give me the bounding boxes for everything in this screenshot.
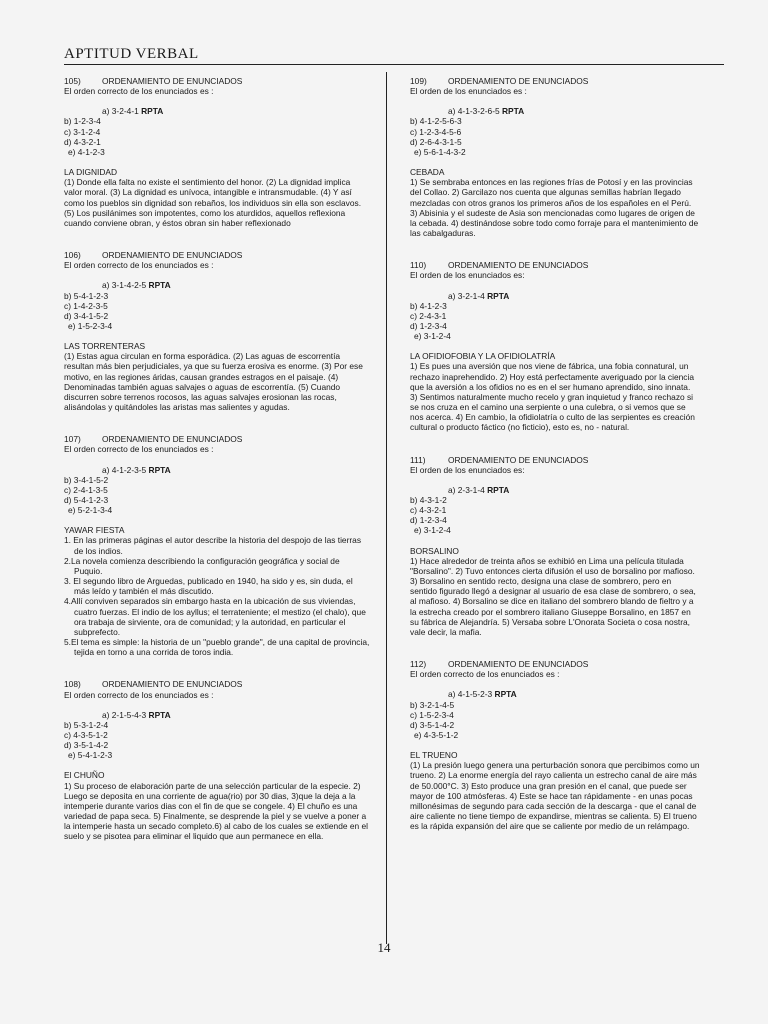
rpta-label: RPTA bbox=[487, 484, 510, 495]
answer-option: c) 1-4-2-3-5 bbox=[64, 300, 108, 311]
answer-option: e) 5-4-1-2-3 bbox=[68, 750, 113, 761]
page-header bbox=[64, 46, 724, 65]
answer-option: d) 1-2-3-4 bbox=[410, 320, 447, 331]
page-number: 14 bbox=[377, 940, 391, 955]
statement-item: 2.La novela comienza describiendo la configuración geográfica y social de Puquio. bbox=[64, 555, 340, 576]
answer-option: d) 3-5-1-4-2 bbox=[64, 740, 109, 751]
right-column bbox=[410, 76, 700, 831]
question-number: 105) bbox=[64, 76, 81, 86]
topic-title: CEBADA bbox=[410, 167, 445, 178]
correct-answer bbox=[410, 106, 700, 116]
answer-option: c) 4-3-2-1 bbox=[410, 505, 447, 516]
answer-option: b) 4-1-2-3 bbox=[410, 300, 447, 311]
statement-text: (1) La presión luego genera una perturbación sonora que percibimos como un trueno. 2) La enorme energía del rayo calienta un estrecho canal de aire más de 50.000°C. 3) Esto produce una gran presión en el canal, que puede ser mayor de 100 atmósferas. 4) Este se hace tan rápidamente - en unas pocas millonésimas de segundo para cada sección de la descarga - que el canal de aire caliente no tiene tiempo de expandirse, mientras se calienta. 5) El trueno es la rápida expansión del aire que se caliente por medio de un relámpago. bbox=[410, 760, 700, 832]
topic-title: LAS TORRENTERAS bbox=[64, 341, 146, 352]
answer-value: a) 4-1-5-2-3 bbox=[448, 689, 493, 700]
question-block bbox=[410, 659, 700, 831]
question-heading bbox=[64, 250, 370, 260]
answer-option: c) 2-4-3-1 bbox=[410, 310, 447, 321]
topic-title: El CHUÑO bbox=[64, 770, 105, 781]
answer-option: e) 5-6-1-4-3-2 bbox=[414, 146, 466, 157]
question-prompt: El orden correcto de los enunciados es : bbox=[64, 689, 214, 700]
question-title: ORDENAMIENTO DE ENUNCIADOS bbox=[448, 659, 589, 670]
question-title: ORDENAMIENTO DE ENUNCIADOS bbox=[102, 434, 243, 445]
question-block bbox=[64, 250, 370, 412]
question-title: ORDENAMIENTO DE ENUNCIADOS bbox=[102, 76, 243, 86]
topic-title: EL TRUENO bbox=[410, 750, 458, 761]
answer-value: a) 3-2-4-1 bbox=[102, 106, 139, 117]
answer-option: b) 5-3-1-2-4 bbox=[64, 719, 109, 730]
correct-answer bbox=[410, 689, 700, 699]
answer-value: a) 3-1-4-2-5 bbox=[102, 280, 147, 291]
rpta-label: RPTA bbox=[487, 290, 510, 301]
question-block bbox=[64, 76, 370, 228]
rpta-label: RPTA bbox=[502, 106, 525, 117]
question-number: 106) bbox=[64, 250, 81, 261]
answer-option: c) 1-2-3-4-5-6 bbox=[410, 126, 462, 137]
answer-option: e) 4-1-2-3 bbox=[68, 146, 105, 157]
correct-answer bbox=[64, 465, 370, 475]
answer-value: a) 4-1-2-3-5 bbox=[102, 464, 147, 475]
statement-item: 1. En las primeras páginas el autor describe la historia del despojo de las tierras de los indios. bbox=[64, 535, 362, 556]
question-number: 108) bbox=[64, 679, 81, 690]
question-number: 112) bbox=[410, 659, 427, 670]
answer-option: b) 4-1-2-5-6-3 bbox=[410, 116, 462, 127]
page-title: APTITUD VERBAL bbox=[64, 46, 199, 62]
answer-value: a) 2-3-1-4 bbox=[448, 484, 485, 495]
question-prompt: El orden correcto de los enunciados es : bbox=[64, 260, 214, 271]
question-title: ORDENAMIENTO DE ENUNCIADOS bbox=[448, 454, 589, 465]
rpta-label: RPTA bbox=[141, 106, 164, 117]
answer-option: e) 3-1-2-4 bbox=[414, 525, 451, 536]
left-column bbox=[64, 76, 370, 842]
statement-text: (1) Donde ella falta no existe el sentimiento del honor. (2) La dignidad implica valor moral. (3) La dignidad es unívoca, intangible e intransmudable. (4) Y así como los pueblos sin dignidad son rebaños, los individuos sin ella son esclavos. (5) Los pusilánimes son impotentes, como los aturdidos, aquellos reflexiona cuando conviene obran, y éstos obran sin haber reflexionado bbox=[64, 177, 362, 228]
topic-title: LA OFIDIOFOBIA Y LA OFIDIOLATRÍA bbox=[410, 351, 556, 362]
question-block bbox=[410, 455, 700, 638]
answer-option: e) 5-2-1-3-4 bbox=[68, 505, 113, 516]
question-heading bbox=[410, 659, 700, 669]
answer-option: c) 2-4-1-3-5 bbox=[64, 484, 108, 495]
question-title: ORDENAMIENTO DE ENUNCIADOS bbox=[448, 260, 589, 271]
topic-title: YAWAR FIESTA bbox=[64, 525, 125, 536]
answer-option: b) 3-4-1-5-2 bbox=[64, 474, 109, 485]
question-block bbox=[410, 260, 700, 432]
question-title: ORDENAMIENTO DE ENUNCIADOS bbox=[448, 76, 589, 86]
statement-text: (1) Estas agua circulan en forma esporádica. (2) Las aguas de escorrentía resultan más bien perjudiciales, ya que su fuerza erosiva es enorme. (3) Por ese motivo, en las regiones áridas, causan grandes estragos en el paisaje. (4) Denominadas también aguas salvajes o aguas de escorrentía. (5) Cuando discurren sobre terrenos rocosos, las aguas salvajes erosionan las rocas, alisándolas y quitándoles las aristas mas salientes y agudas. bbox=[64, 351, 363, 413]
question-heading bbox=[410, 76, 700, 86]
question-heading bbox=[64, 76, 370, 86]
question-prompt: El orden de los enunciados es : bbox=[410, 86, 527, 97]
correct-answer bbox=[410, 291, 700, 301]
topic-title: LA DIGNIDAD bbox=[64, 167, 118, 178]
topic-title: BORSALINO bbox=[410, 545, 459, 556]
question-heading bbox=[410, 260, 700, 270]
rpta-label: RPTA bbox=[148, 464, 171, 475]
answer-option: d) 3-4-1-5-2 bbox=[64, 310, 109, 321]
statement-text: 1) Se sembraba entonces en las regiones frías de Potosí y en las provincias del Collao. 2) Garcilazo nos cuenta que algunas semillas habrían llegado mezcladas con otros granos los primeros años de los españoles en el Perú. 3) Abisinia y el sudeste de Asia son mencionadas como lugares de origen de la cebada. 4) destinándose sobre todo como forraje para el mantenimiento de las cabalgaduras. bbox=[410, 177, 699, 239]
statement-item: 4.Allí conviven separados sin embargo hasta en la ubicación de sus viviendas, cuatro fuerzas. El indio de los ayllus; el terrateniente; el mestizo (el chalo), que ora trabaja de sirviente, ora de comunidad; y la autoridad, en particular el subprefecto. bbox=[64, 596, 366, 637]
answer-option: d) 5-4-1-2-3 bbox=[64, 495, 109, 505]
question-number: 111) bbox=[410, 454, 426, 465]
rpta-label: RPTA bbox=[494, 689, 517, 700]
question-block bbox=[64, 434, 370, 657]
rpta-label: RPTA bbox=[148, 709, 171, 720]
question-heading bbox=[410, 455, 700, 465]
question-prompt: El orden correcto de los enunciados es : bbox=[64, 444, 214, 455]
question-number: 109) bbox=[410, 76, 427, 86]
answer-option: d) 3-5-1-4-2 bbox=[410, 719, 455, 730]
answer-option: d) 1-2-3-4 bbox=[410, 515, 447, 526]
statement-text: 1) Hace alrededor de treinta años se exhibió en Lima una película titulada "Borsalino". 2) Tuvo entonces cierta difusión el uso de borsalino por mafioso. 3) Borsalino en sentido recto, designa una clase de sombrero, pero en sentido figurado llegó a designar al usuario de esa clase de sombrero, o sea, al mafioso. 4) Borsalino se dice en italiano del sombrero blando de fieltro y a la estrecha creado por el sombrero italiano Giuseppe Borsalino, en 1857 en su fábrica de Alejandría. 5) Versaba sobre L'Onorata Societa o cosa nostra, vale decir, la mafia. bbox=[410, 555, 696, 637]
rpta-label: RPTA bbox=[148, 280, 171, 291]
statement-text: 1) Su proceso de elaboración parte de una selección particular de la especie. 2) Luego se deposita en una corriente de agua(rio) por 30 dias, 3)que la deja a la intemperie durante varios dias con el fin de que se congele. 4) El chuño es una variedad de papa seca. 5) Finalmente, se desprende la piel y se vuelve a poner a la intemperie hasta un secado completo.6) al cabo de los cuales se extiende en el suelo y se pisotea para eliminar el liquido que aun permanece en ella. bbox=[64, 780, 369, 842]
question-heading bbox=[64, 679, 370, 689]
correct-answer bbox=[64, 280, 370, 290]
correct-answer bbox=[64, 106, 370, 116]
answer-option: b) 4-3-1-2 bbox=[410, 495, 447, 505]
answer-value: a) 3-2-1-4 bbox=[448, 290, 485, 301]
question-prompt: El orden correcto de los enunciados es : bbox=[64, 86, 214, 97]
answer-option: b) 5-4-1-2-3 bbox=[64, 290, 109, 301]
statement-item: 5.El tema es simple: la historia de un "pueblo grande", de una capital de provincia, tejida en torno a una corrida de toros india. bbox=[64, 637, 370, 658]
question-number: 107) bbox=[64, 434, 81, 445]
answer-option: b) 1-2-3-4 bbox=[64, 116, 101, 127]
statement-text: 1) Es pues una aversión que nos viene de fábrica, una fobia connatural, un rechazo inaprehendido. 2) Hoy está perfectamente averiguado por la ciencia que la aversión a los ofidios no es en el ser humano aprendido, sino innata. 3) Sentimos naturalmente mucho recelo y gran inquietud y franco rechazo si se nos cruza en el camino una serpiente o una culebra, o si vemos que se nos acerca. 4) En cambio, la ofidiolatría o culto de las serpientes es creación cultural o producto fáctico (no ficticio), esto es, no - natural. bbox=[410, 361, 695, 433]
answer-option: e) 1-5-2-3-4 bbox=[68, 320, 113, 331]
question-heading bbox=[64, 434, 370, 444]
correct-answer bbox=[410, 485, 700, 495]
question-title: ORDENAMIENTO DE ENUNCIADOS bbox=[102, 679, 243, 690]
answer-option: d) 2-6-4-3-1-5 bbox=[410, 136, 462, 147]
answer-option: d) 4-3-2-1 bbox=[64, 136, 101, 147]
answer-value: a) 4-1-3-2-6-5 bbox=[448, 106, 500, 117]
question-prompt: El orden de los enunciados es: bbox=[410, 464, 525, 475]
answer-option: e) 3-1-2-4 bbox=[414, 331, 451, 342]
question-number: 110) bbox=[410, 260, 427, 271]
question-prompt: El orden correcto de los enunciados es : bbox=[410, 669, 560, 680]
correct-answer bbox=[64, 710, 370, 720]
answer-option: c) 1-5-2-3-4 bbox=[410, 709, 454, 720]
statement-item: 3. El segundo libro de Arguedas, publicado en 1940, ha sido y es, sin duda, el más leído y también el más discutido. bbox=[64, 576, 353, 597]
question-prompt: El orden de los enunciados es: bbox=[410, 270, 525, 281]
question-block bbox=[410, 76, 700, 238]
answer-option: c) 3-1-2-4 bbox=[64, 126, 101, 137]
answer-option: e) 4-3-5-1-2 bbox=[414, 729, 459, 740]
answer-value: a) 2-1-5-4-3 bbox=[102, 709, 147, 720]
question-title: ORDENAMIENTO DE ENUNCIADOS bbox=[102, 250, 243, 261]
answer-option: b) 3-2-1-4-5 bbox=[410, 699, 455, 710]
question-block bbox=[64, 679, 370, 841]
column-divider bbox=[386, 72, 387, 944]
answer-option: c) 4-3-5-1-2 bbox=[64, 729, 108, 740]
